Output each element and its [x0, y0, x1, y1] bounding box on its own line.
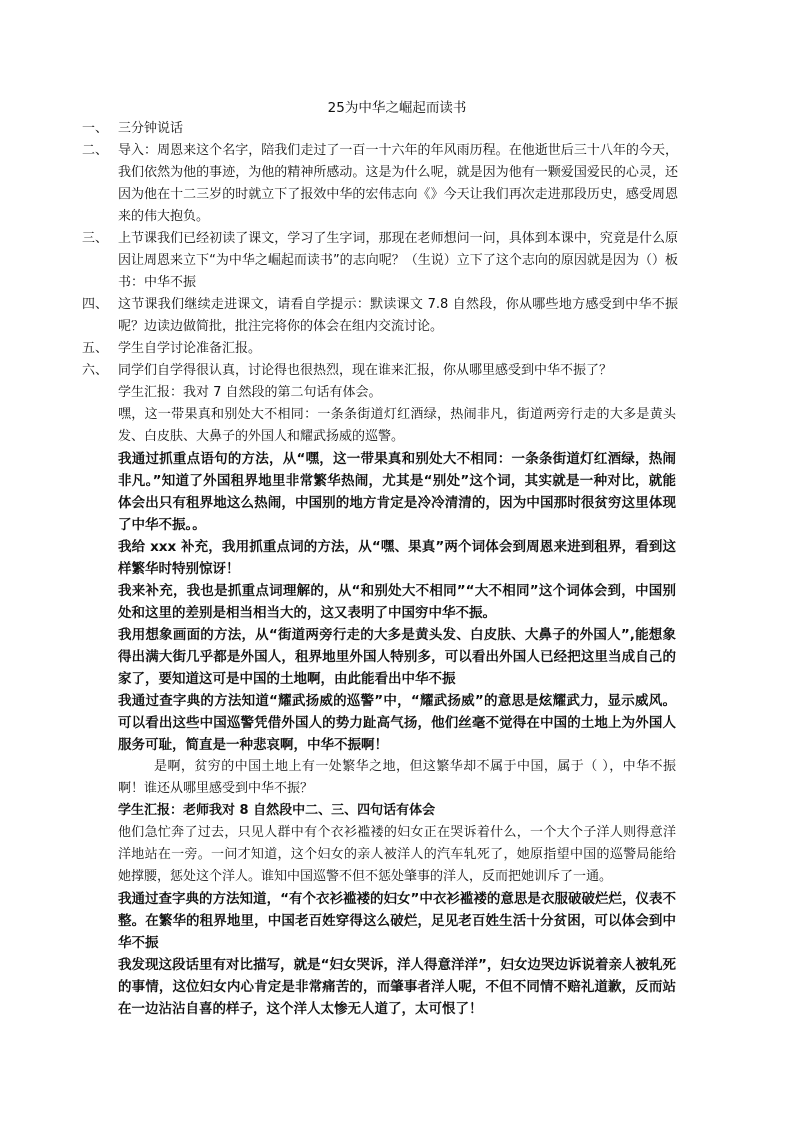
paragraph: 学生汇报：我对 7 自然段的第二句话有体会。	[118, 385, 382, 400]
paragraph-bold: 我通过抓重点语句的方法，从“嘿，这一带果真和别处大不相同：一条条街道灯红酒绿，热闹非凡。”知道了外国租界地里非常繁华热闹，尤其是“别处”这个词，其实就是一种对比，就能体会出只有租界地这么热闹，中国别的地方肯定是冷冷清清的，因为中国那时很贫穷这里体现了中华不振。。	[118, 451, 676, 533]
outline-list	[36, 118, 678, 382]
outline-item	[36, 118, 678, 140]
paragraph-bold: 我通过查字典的方法知道，“有个衣衫褴褛的妇女”中衣衫褴褛的意思是衣服破破烂烂，仪表不整。在繁华的租界地里，中国老百姓穿得这么破烂，足见老百姓生活十分贫困，可以体会到中华不振	[118, 891, 676, 951]
outline-item	[36, 360, 678, 382]
outline-number: 六、	[82, 363, 109, 378]
paragraph-bold: 我发现这段话里有对比描写，就是“妇女哭诉，洋人得意洋洋”，妇女边哭边诉说着亲人被轧死的事情，这位妇女内心肯定是非常痛苦的，而肇事者洋人呢，不但不同情不赔礼道歉，反而站在一边沾沾自喜的样子，这个洋人太惨无人道了，太可恨了！	[118, 957, 676, 1017]
outline-item	[36, 228, 678, 294]
outline-number: 四、	[82, 297, 109, 312]
outline-item	[36, 140, 678, 228]
paragraph-bold: 我用想象画面的方法，从“街道两旁行走的大多是黄头发、白皮肤、大鼻子的外国人”,能想象得出满大街几乎都是外国人，租界地里外国人特别多，可以看出外国人已经把这里当成自己的家了，要知道这可是中国的土地啊，由此能看出中华不振	[118, 627, 676, 687]
outline-text: 导入：周恩来这个名字，陪我们走过了一百一十六年的年风雨历程。在他逝世后三十八年的今天，我们依然为他的事迹，为他的精神所感动。这是为什么呢，就是因为他有一颗爱国爱民的心灵，还因为他在十二三岁的时就立下了报效中华的宏伟志向《》今天让我们再次走进那段历史，感受周恩来的伟大抱负。	[118, 143, 678, 224]
outline-item	[36, 294, 678, 338]
document-title: 25为中华之崛起而读书	[327, 100, 467, 116]
paragraph-bold: 我来补充，我也是抓重点词理解的，从“和别处大不相同”“大不相同”这个词体会到，中国别处和这里的差别是相当相当大的，这又表明了中国穷中华不振。	[118, 583, 676, 621]
paragraph-bold: 我给 xxx 补充，我用抓重点词的方法，从“嘿、果真”两个词体会到周恩来进到租界，看到这样繁华时特别惊讶！	[118, 539, 676, 577]
paragraph: 学生汇报：老师我对 8 自然段中二、三、四句话有体会	[118, 803, 436, 818]
paragraph: 嘿，这一带果真和别处大不相同：一条条街道灯红酒绿，热闹非凡，街道两旁行走的大多是黄头发、白皮肤、大鼻子的外国人和耀武扬威的巡警。	[118, 407, 676, 444]
outline-number: 二、	[82, 143, 109, 158]
outline-number: 五、	[82, 341, 109, 356]
outline-text: 学生自学讨论准备汇报。	[118, 341, 262, 356]
outline-number: 一、	[82, 121, 109, 136]
outline-item	[36, 338, 678, 360]
outline-text: 三分钟说话	[118, 121, 184, 136]
paragraph: 是啊，贫穷的中国土地上有一处繁华之地，但这繁华却不属于中国，属于（ ），中华不振啊！谁还从哪里感受到中华不振？	[118, 759, 676, 796]
paragraph-bold: 我通过查字典的方法知道“耀武扬威的巡警”中，“耀武扬威”的意思是炫耀武力，显示威风。可以看出这些中国巡警凭借外国人的势力趾高气扬，他们丝毫不觉得在中国的土地上为外国人服务可耻，简直是一种悲哀啊，中华不振啊！	[118, 693, 676, 753]
outline-number: 三、	[82, 231, 109, 246]
discussion-section	[118, 382, 676, 1020]
document-body	[82, 118, 678, 382]
outline-text: 同学们自学得很认真，讨论得也很热烈，现在谁来汇报，你从哪里感受到中华不振了？	[118, 363, 613, 378]
outline-text: 这节课我们继续走进课文，请看自学提示：默读课文 7.8 自然段，你从哪些地方感受到中华不振呢？边读边做简批，批注完将你的体会在组内交流讨论。	[118, 297, 678, 334]
outline-text: 上节课我们已经初读了课文，学习了生字词，那现在老师想问一问，具体到本课中，究竟是什么原因让周恩来立下“为中华之崛起而读书”的志向呢？（生说）立下了这个志向的原因就是因为（）板书：中华不振	[118, 231, 678, 290]
paragraph: 他们急忙奔了过去，只见人群中有个衣衫褴褛的妇女正在哭诉着什么，一个大个子洋人则得意洋洋地站在一旁。一问才知道，这个妇女的亲人被洋人的汽车轧死了，她原指望中国的巡警局能给她撑腰，惩处这个洋人。谁知中国巡警不但不惩处肇事的洋人，反而把她训斥了一通。	[118, 825, 676, 884]
